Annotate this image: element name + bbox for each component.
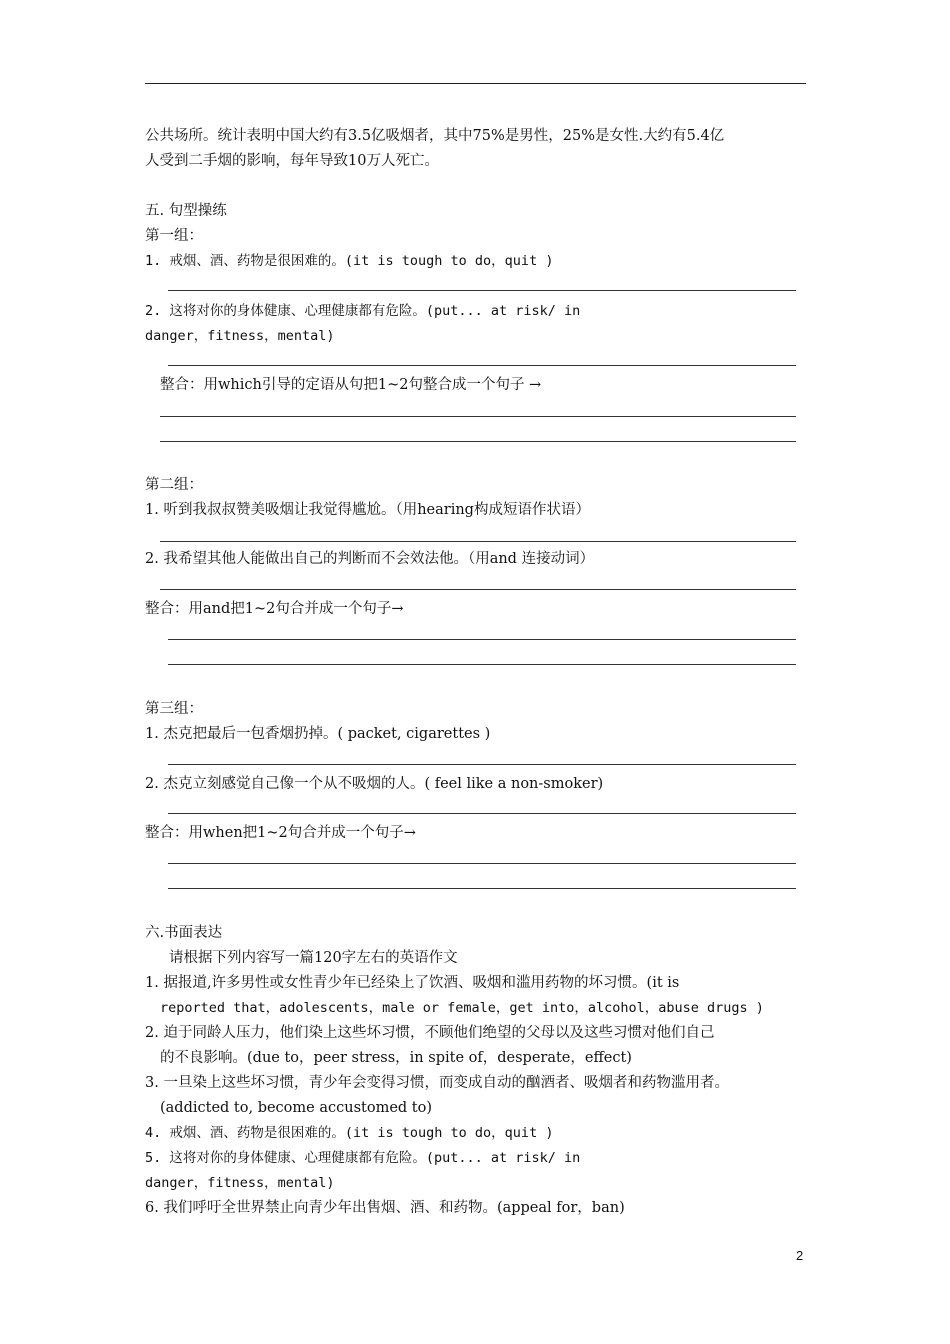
prompt-4: 4. 戒烟、酒、药物是很困难的。(it is tough to do，quit ) xyxy=(145,1125,554,1141)
answer-line[interactable] xyxy=(160,541,796,542)
section6-instruction: 请根据下列内容写一篇120字左右的英语作文 xyxy=(169,950,458,966)
prompt-1-line2: reported that，adolescents，male or female，get into，alcohol，abuse drugs ) xyxy=(160,1000,764,1016)
group2-title: 第二组： xyxy=(145,477,203,493)
group2-combine: 整合：用and把1~2句合并成一个句子→ xyxy=(145,601,404,617)
answer-line[interactable] xyxy=(168,764,796,765)
intro-line-2: 人受到二手烟的影响，每年导致10万人死亡。 xyxy=(145,153,439,169)
answer-line[interactable] xyxy=(160,589,796,590)
prompt-2-line1: 2. 迫于同龄人压力，他们染上这些坏习惯，不顾他们绝望的父母以及这些习惯对他们自己 xyxy=(145,1025,715,1041)
answer-line[interactable] xyxy=(168,290,796,291)
answer-line[interactable] xyxy=(160,441,796,442)
group1-item2-line2: danger，fitness，mental) xyxy=(145,328,335,344)
prompt-5-line1 xyxy=(145,1148,806,1168)
page-number: 2 xyxy=(796,1248,804,1263)
prompt-5-text: 5. 这将对你的身体健康、心理健康都有危险。(put... at risk/ in xyxy=(145,1150,581,1166)
group3-item2: 2. 杰克立刻感觉自己像一个从不吸烟的人。( feel like a non-smoker) xyxy=(145,776,604,792)
answer-line[interactable] xyxy=(168,664,796,665)
group1-item2-line1 xyxy=(145,301,806,321)
intro-line-1: 公共场所。统计表明中国大约有3.5亿吸烟者，其中75%是男性，25%是女性.大约有5.4亿 xyxy=(145,128,725,144)
group3-title: 第三组： xyxy=(145,701,203,717)
answer-line[interactable] xyxy=(168,863,796,864)
prompt-1-line1: 1. 据报道,许多男性或女性青少年已经染上了饮酒、吸烟和滥用药物的坏习惯。(it is xyxy=(145,975,680,991)
prompt-2-line2: 的不良影响。(due to，peer stress，in spite of，desperate，effect) xyxy=(160,1050,632,1066)
prompt-6: 6. 我们呼吁全世界禁止向青少年出售烟、酒、和药物。(appeal for，ban) xyxy=(145,1200,625,1216)
group1-item2-text: 2. 这将对你的身体健康、心理健康都有危险。(put... at risk/ in xyxy=(145,303,581,319)
group1-combine: 整合：用which引导的定语从句把1~2句整合成一个句子 → xyxy=(160,377,542,393)
answer-line[interactable] xyxy=(168,365,796,366)
answer-line[interactable] xyxy=(160,416,796,417)
section5-heading: 五. 句型操练 xyxy=(145,203,227,219)
section6-heading: 六.书面表达 xyxy=(145,925,223,941)
answer-line[interactable] xyxy=(168,639,796,640)
prompt-3-line2: (addicted to, become accustomed to) xyxy=(160,1100,433,1116)
group1-item1: 1. 戒烟、酒、药物是很困难的。(it is tough to do，quit ) xyxy=(145,253,554,269)
group3-combine: 整合：用when把1~2句合并成一个句子→ xyxy=(145,825,416,841)
answer-line[interactable] xyxy=(168,888,796,889)
group2-item2: 2. 我希望其他人能做出自己的判断而不会效法他。（用and 连接动词） xyxy=(145,551,595,567)
prompt-3-line1: 3. 一旦染上这些坏习惯，青少年会变得习惯，而变成自动的酗酒者、吸烟者和药物滥用者。 xyxy=(145,1075,729,1091)
group3-item1: 1. 杰克把最后一包香烟扔掉。( packet, cigarettes ) xyxy=(145,726,491,742)
header-rule xyxy=(145,83,806,84)
group1-title: 第一组： xyxy=(145,228,203,244)
answer-line[interactable] xyxy=(168,813,796,814)
prompt-5-line2: danger，fitness，mental) xyxy=(145,1175,335,1191)
group2-item1: 1. 听到我叔叔赞美吸烟让我觉得尴尬。（用hearing构成短语作状语） xyxy=(145,502,590,518)
